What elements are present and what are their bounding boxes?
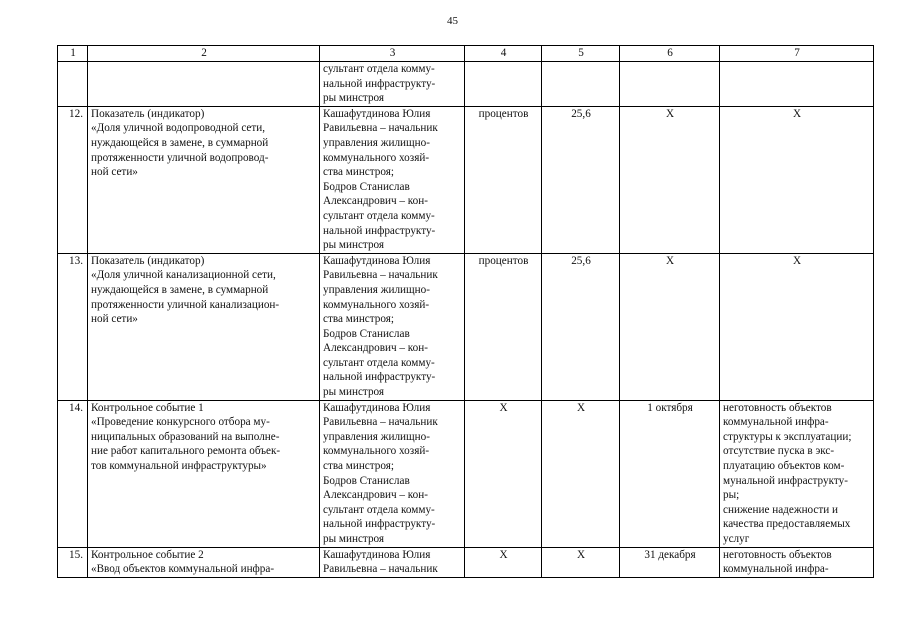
table-row xyxy=(58,547,874,577)
responsible-cell-line: Равильевна – начальник xyxy=(323,416,438,429)
description-cell xyxy=(88,400,320,547)
risk-cell xyxy=(720,106,874,253)
responsible-cell-line: управления жилищно- xyxy=(323,283,430,296)
responsible-cell-line: ства минстроя; xyxy=(323,460,395,473)
risk-cell-line: плуатацию объектов ком- xyxy=(723,460,845,473)
responsible-cell-line: Равильевна – начальник xyxy=(323,563,438,576)
responsible-cell-line: сультант отдела комму- xyxy=(323,63,435,75)
header-cell-3: 3 xyxy=(320,46,465,62)
unit-cell: процентов xyxy=(465,106,542,253)
responsible-cell-line: Александрович – кон- xyxy=(323,342,428,355)
description-cell xyxy=(88,62,320,107)
risk-cell-line: неготовность объектов xyxy=(723,548,832,561)
responsible-cell-line: коммунального хозяй- xyxy=(323,151,430,164)
risk-cell xyxy=(720,253,874,400)
date-cell xyxy=(620,62,720,107)
risk-cell-line: отсутствие пуска в экс- xyxy=(723,445,835,458)
responsible-cell-line: Кашафутдинова Юлия xyxy=(323,107,431,120)
responsible-cell-line: сультант отдела комму- xyxy=(323,209,435,222)
description-cell-line: ной сети» xyxy=(91,313,138,326)
risk-cell xyxy=(720,547,874,577)
risk-cell-line: мунальной инфраструкту- xyxy=(723,474,848,487)
table-row xyxy=(58,62,874,107)
responsible-cell-line: ры минстроя xyxy=(323,386,385,399)
responsible-cell-line: Александрович – кон- xyxy=(323,195,428,208)
responsible-cell-line: Бодров Станислав xyxy=(323,474,410,487)
header-cell-2: 2 xyxy=(88,46,320,62)
description-cell-line: ниципальных образований на выполне- xyxy=(91,430,280,443)
date-cell: Х xyxy=(620,106,720,253)
risk-cell-line: неготовность объектов xyxy=(723,401,832,414)
header-cell-7: 7 xyxy=(720,46,874,62)
description-cell-line: Показатель (индикатор) xyxy=(91,254,205,267)
responsible-cell-line: управления жилищно- xyxy=(323,430,430,443)
description-cell-line: тов коммунальной инфраструктуры» xyxy=(91,460,267,473)
header-cell-6: 6 xyxy=(620,46,720,62)
responsible-cell-line: ры минстроя xyxy=(323,92,385,105)
description-cell-line: ние работ капитального ремонта объек- xyxy=(91,445,281,458)
responsible-cell-line: Равильевна – начальник xyxy=(323,122,438,135)
table-row xyxy=(58,400,874,547)
description-cell-line: нуждающейся в замене, в суммарной xyxy=(91,136,269,149)
description-cell-line: «Доля уличной канализационной сети, xyxy=(91,269,276,282)
responsible-cell xyxy=(320,253,465,400)
risk-cell-line: структуры к эксплуатации; xyxy=(723,430,852,443)
risk-cell xyxy=(720,62,874,107)
responsible-cell-line: нальной инфраструкту- xyxy=(323,518,436,531)
description-cell-line: протяженности уличной водопровод- xyxy=(91,151,269,164)
responsible-cell-line: ства минстроя; xyxy=(323,313,395,326)
responsible-cell xyxy=(320,400,465,547)
responsible-cell-line: коммунального хозяй- xyxy=(323,298,430,311)
responsible-cell xyxy=(320,547,465,577)
unit-cell: процентов xyxy=(465,253,542,400)
responsible-cell-line: Кашафутдинова Юлия xyxy=(323,548,431,561)
risk-cell-line: коммунальной инфра- xyxy=(723,416,829,429)
responsible-cell-line: Кашафутдинова Юлия xyxy=(323,254,431,267)
row-number-cell: 12. xyxy=(58,106,88,253)
value-cell: Х xyxy=(542,547,620,577)
page-number: 45 xyxy=(447,15,458,27)
responsible-cell-line: ства минстроя; xyxy=(323,166,395,179)
description-cell xyxy=(88,253,320,400)
risk-cell xyxy=(720,400,874,547)
row-number-cell: 14. xyxy=(58,400,88,547)
responsible-cell-line: коммунального хозяй- xyxy=(323,445,430,458)
value-cell: 25,6 xyxy=(542,253,620,400)
risk-cell-line: качества предоставляемых xyxy=(723,518,851,531)
responsible-cell-line: Александрович – кон- xyxy=(323,489,428,502)
risk-cell-line: коммунальной инфра- xyxy=(723,563,829,576)
responsible-cell-line: Бодров Станислав xyxy=(323,180,410,193)
description-cell-line: ной сети» xyxy=(91,166,138,179)
indicator-table xyxy=(57,45,874,578)
responsible-cell-line: сультант отдела комму- xyxy=(323,503,435,516)
description-cell xyxy=(88,547,320,577)
description-cell-line: «Ввод объектов коммунальной инфра- xyxy=(91,563,275,576)
risk-cell-line: Х xyxy=(792,107,802,120)
risk-cell-line: ры; xyxy=(723,489,740,502)
description-cell-line: протяженности уличной канализацион- xyxy=(91,298,280,311)
description-cell xyxy=(88,106,320,253)
row-number-cell: 13. xyxy=(58,253,88,400)
risk-cell-line: Х xyxy=(792,254,802,267)
responsible-cell-line: ры минстроя xyxy=(323,533,385,545)
value-cell: 25,6 xyxy=(542,106,620,253)
date-cell: 1 октября xyxy=(620,400,720,547)
responsible-cell-line: Кашафутдинова Юлия xyxy=(323,401,431,414)
risk-cell-line: снижение надежности и xyxy=(723,503,839,516)
description-cell-line: «Проведение конкурсного отбора му- xyxy=(91,416,270,429)
date-cell: 31 декабря xyxy=(620,547,720,577)
description-cell-line: Контрольное событие 2 xyxy=(91,548,204,561)
responsible-cell-line: управления жилищно- xyxy=(323,136,430,149)
responsible-cell-line: Бодров Станислав xyxy=(323,327,410,340)
unit-cell xyxy=(465,62,542,107)
value-cell: Х xyxy=(542,400,620,547)
description-cell-line: «Доля уличной водопроводной сети, xyxy=(91,122,266,135)
header-cell-4: 4 xyxy=(465,46,542,62)
date-cell: Х xyxy=(620,253,720,400)
unit-cell: Х xyxy=(465,547,542,577)
responsible-cell-line: нальной инфраструкту- xyxy=(323,371,436,384)
table-header-row xyxy=(58,46,874,62)
row-number-cell xyxy=(58,62,88,107)
description-cell-line: нуждающейся в замене, в суммарной xyxy=(91,283,269,296)
responsible-cell-line: ры минстроя xyxy=(323,239,385,252)
responsible-cell xyxy=(320,106,465,253)
value-cell xyxy=(542,62,620,107)
row-number-cell: 15. xyxy=(58,547,88,577)
responsible-cell-line: нальной инфраструкту- xyxy=(323,77,436,90)
unit-cell: Х xyxy=(465,400,542,547)
responsible-cell-line: Равильевна – начальник xyxy=(323,269,438,282)
table-row xyxy=(58,106,874,253)
header-cell-5: 5 xyxy=(542,46,620,62)
responsible-cell-line: нальной инфраструкту- xyxy=(323,224,436,237)
risk-cell-line: услуг xyxy=(723,533,750,545)
responsible-cell xyxy=(320,62,465,107)
description-cell-line: Контрольное событие 1 xyxy=(91,401,204,414)
responsible-cell-line: сультант отдела комму- xyxy=(323,356,435,369)
header-cell-1: 1 xyxy=(58,46,88,62)
description-cell-line: Показатель (индикатор) xyxy=(91,107,205,120)
table-row xyxy=(58,253,874,400)
